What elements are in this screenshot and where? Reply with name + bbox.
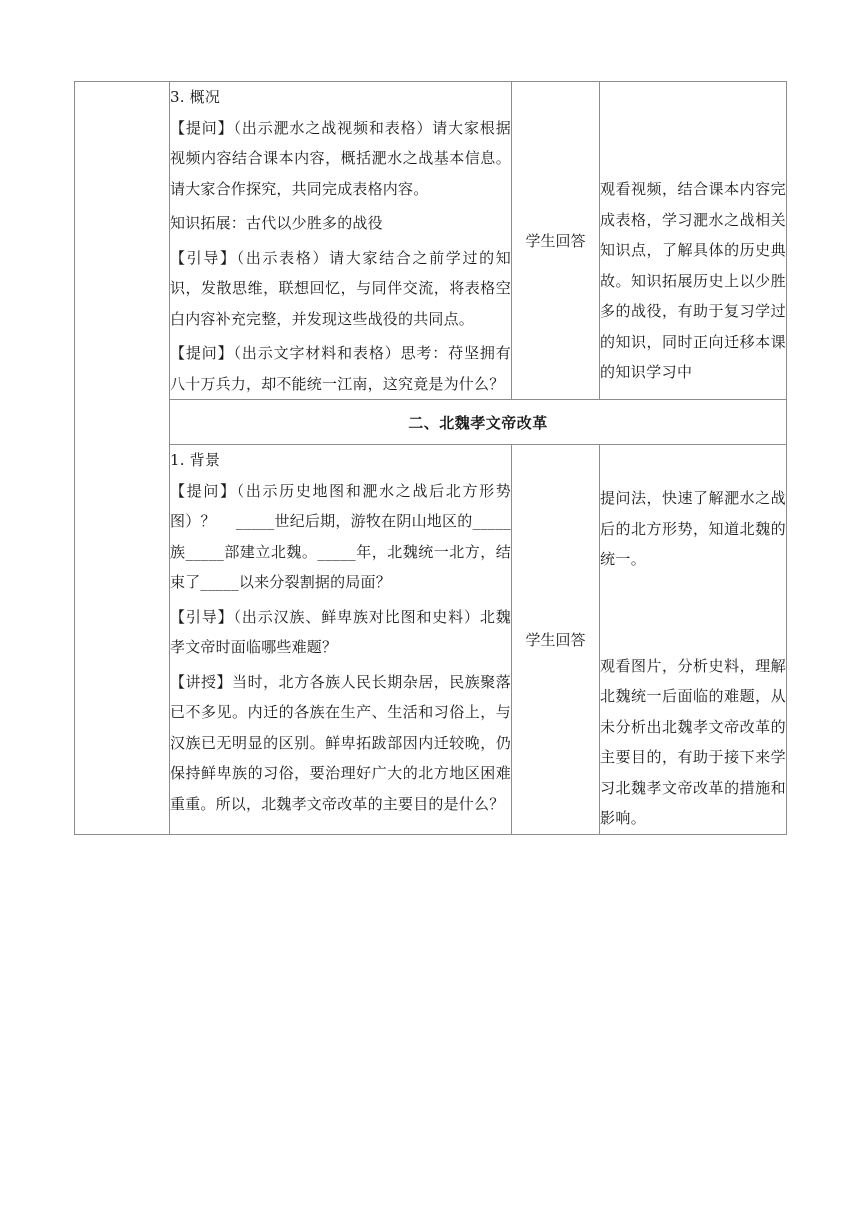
background-design-note-1: 提问法，快速了解淝水之战后的北方形势，知道北魏的统一。 [600,489,786,568]
row-section-heading [75,400,787,445]
overview-question-2: 【提问】（出示文字材料和表格）思考：苻坚拥有八十万兵力，却不能统一江南，这究竟是为什么？ [170,344,511,393]
background-guide: 【引导】（出示汉族、鲜卑族对比图和史料）北魏孝文帝时面临哪些难题？ [170,607,511,656]
row-background [75,445,787,835]
background-content-cell [170,445,512,835]
section-heading: 二、北魏孝文帝改革 [170,400,787,445]
background-lecture: 【讲授】当时，北方各族人民长期杂居，民族聚落已不多见。内迁的各族在生产、生活和习俗上，与汉族已无明显的区别。鲜卑拓跋部因内迁较晚，仍保持鲜卑族的习俗，要治理好广大的北方地区困难重重。所以，北魏孝文帝改革的主要目的是什么？ [170,672,511,813]
overview-design-note: 观看视频，结合课本内容完成表格，学习淝水之战相关知识点，了解具体的历史典故。知识拓展历史上以少胜多的战役，有助于复习学过的知识，同时正向迁移本课的知识学习中 [600,180,786,381]
knowledge-extension: 知识拓展：古代以少胜多的战役 [170,214,383,232]
stage-column-cell [75,82,170,835]
background-title: 1. 背景 [170,451,221,469]
overview-title: 3. 概况 [170,88,221,106]
student-activity-cell-2: 学生回答 [512,445,600,835]
background-question: 【提问】（出示历史地图和淝水之战后北方形势图）？ _____世纪后期，游牧在阴山地区的_____族_____部建立北魏。_____年，北魏统一北方，结束了_____以来分裂割据的局面？ [170,481,511,591]
overview-content-cell [170,82,512,400]
lesson-plan-table [74,81,787,835]
student-activity-cell: 学生回答 [512,82,600,400]
background-design-note-2: 观看图片，分析史料，理解北魏统一后面临的难题，从未分析出北魏孝文帝改革的主要目的，有助于接下来学习北魏孝文帝改革的措施和影响。 [600,656,786,827]
design-intent-cell-2 [600,445,787,835]
overview-guide: 【引导】（出示表格）请大家结合之前学过的知识，发散思维，联想回忆，与同伴交流，将表格空白内容补充完整，并发现这些战役的共同点。 [170,248,511,328]
overview-question-1: 【提问】（出示淝水之战视频和表格）请大家根据视频内容结合课本内容，概括淝水之战基本信息。请大家合作探究，共同完成表格内容。 [170,118,511,198]
design-intent-cell [600,82,787,400]
row-overview [75,82,787,400]
